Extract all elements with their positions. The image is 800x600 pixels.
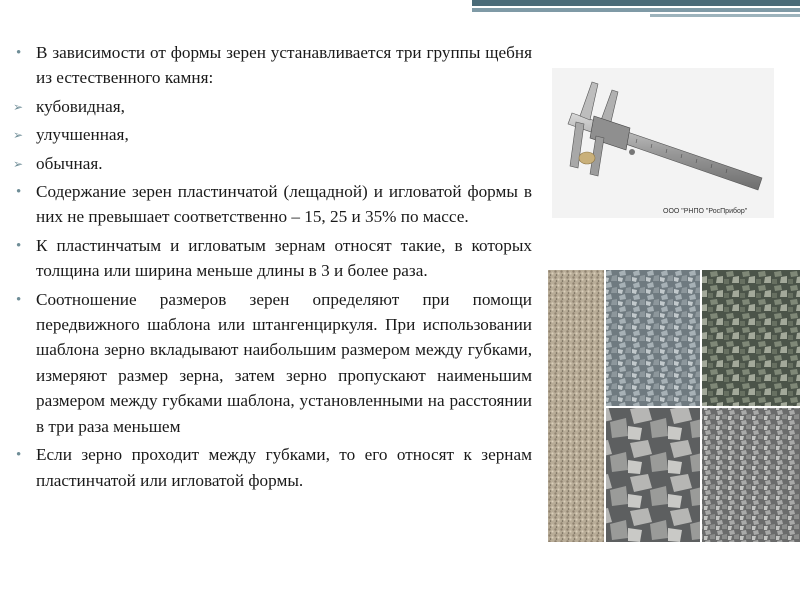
gravel-samples-photo — [548, 270, 800, 542]
sub-bullet-item — [12, 151, 532, 176]
bullet-item — [12, 442, 532, 493]
arrow-bullet-icon: ➢ — [13, 99, 24, 114]
bullet-text: улучшенная, — [36, 125, 129, 145]
photo-caption: ООО "РНПО "РосПрибор" — [663, 208, 748, 215]
bullet-text: В зависимости от формы зерен устанавливается три группы щебня из естественного камня: — [36, 43, 532, 88]
arrow-bullet-icon: ➢ — [13, 128, 24, 143]
bullet-text: К пластинчатым и игловатым зернам относят такие, в которых толщина или ширина меньше длины в 3 и более раза. — [36, 235, 532, 281]
bullet-dot-icon: • — [16, 184, 22, 201]
bullet-item — [12, 287, 532, 439]
sub-bullet-item — [12, 94, 532, 119]
arrow-bullet-icon: ➢ — [13, 156, 24, 171]
bullet-item — [12, 40, 532, 91]
bullet-text: Если зерно проходит между губками, то его относят к зернам пластинчатой или игловатой формы. — [36, 445, 532, 490]
bullet-item — [12, 179, 532, 230]
bullet-text: обычная. — [36, 153, 103, 173]
header-stripe-light — [650, 14, 800, 17]
bullet-dot-icon: • — [16, 447, 22, 464]
bullet-item — [12, 233, 532, 284]
bullet-text: Соотношение размеров зерен определяют при помощи передвижного шаблона или штангенциркуля. При использовании шаблона зерно вкладывают наибольшим размером между губками, измеряют размер зерна, затем зерно пропускают наименьшим размером между губками шаблона, установленными на расстоянии в три раза меньшем — [36, 289, 532, 436]
bullet-text: Содержание зерен пластинчатой (лещадной) и игловатой формы в них не превышает соответственно – 15, 25 и 35% по массе. — [36, 182, 532, 227]
header-stripe-dark — [472, 0, 800, 6]
bullet-dot-icon: • — [16, 45, 22, 61]
bullet-dot-icon: • — [16, 291, 22, 308]
slide-text-body — [12, 40, 532, 496]
caliper-photo — [552, 68, 774, 218]
sub-bullet-item — [12, 122, 532, 147]
bullet-dot-icon: • — [16, 237, 22, 254]
header-stripe-mid — [472, 8, 800, 12]
bullet-text: кубовидная, — [36, 96, 125, 116]
